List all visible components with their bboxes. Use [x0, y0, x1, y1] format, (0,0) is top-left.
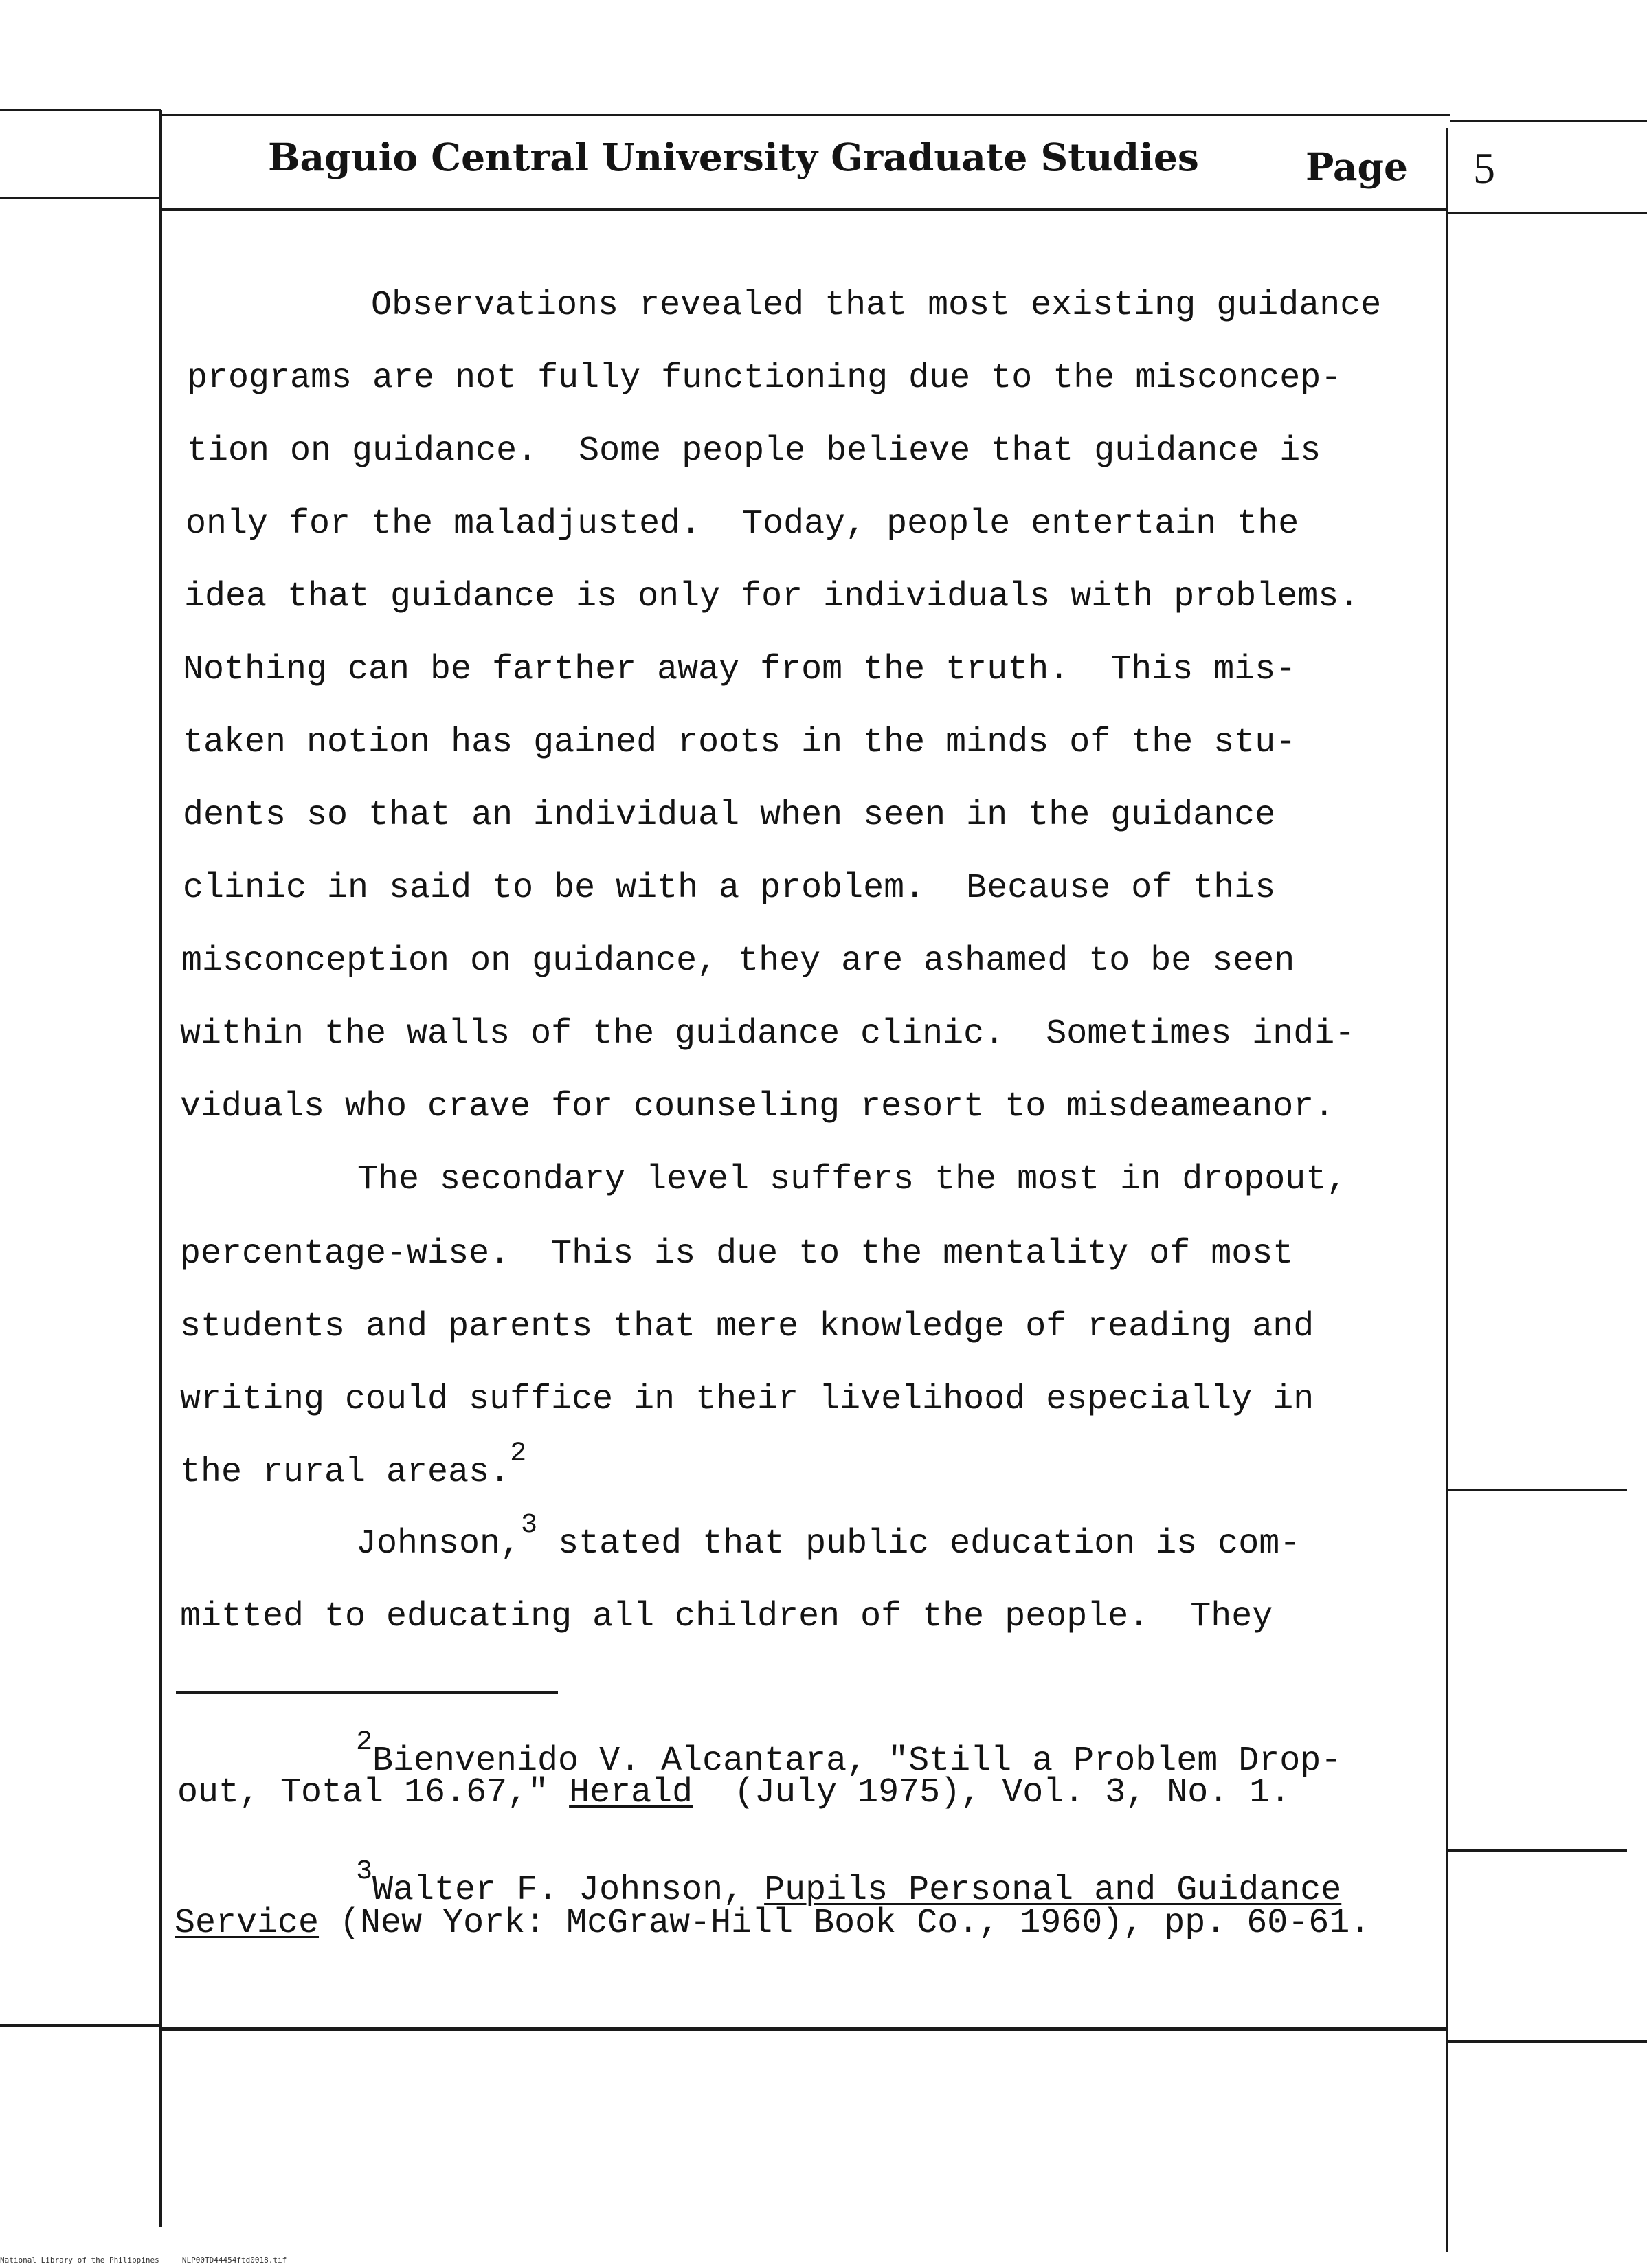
body-line: Nothing can be farther away from the truth. This mis- [183, 650, 1297, 689]
footnote-ref-3: 3 [521, 1510, 538, 1541]
body-line: dents so that an individual when seen in the guidance [183, 796, 1276, 835]
header-rule-left [0, 197, 159, 199]
body-line: misconception on guidance, they are ashamed to be seen [181, 942, 1295, 981]
body-line: within the walls of the guidance clinic. Sometimes indi- [180, 1014, 1356, 1054]
footnote-text: out, Total 16.67," [177, 1773, 570, 1812]
body-line: students and parents that mere knowledge of reading and [180, 1307, 1314, 1346]
right-tick-2 [1448, 1849, 1627, 1852]
footnote-3 [356, 1856, 1342, 1910]
body-line-text: stated that public education is com- [558, 1524, 1301, 1564]
header-rule-right [1448, 212, 1647, 214]
body-line-with-footnote-ref [180, 1438, 527, 1492]
body-line: writing could suffice in their livelihood especially in [180, 1380, 1314, 1419]
page-number: 5 [1473, 144, 1495, 192]
page-header-title: Baguio Central University Graduate Studies [268, 135, 1199, 179]
header-rule-top [161, 114, 1450, 116]
body-line: only for the maladjusted. Today, people entertain the [186, 504, 1299, 544]
page-label: Page [1306, 144, 1408, 189]
top-border-right [1450, 120, 1647, 122]
scan-stamp: National Library of the Philippines NLP00TD44454ftd0018.tif [0, 2256, 287, 2265]
bottom-rule [162, 2027, 1446, 2031]
left-margin-line [159, 110, 162, 2227]
footnote-separator [176, 1691, 558, 1694]
bottom-rule-left [0, 2024, 159, 2027]
footnote-marker: 2 [356, 1727, 373, 1758]
body-line: mitted to educating all children of the people. They [180, 1597, 1273, 1636]
body-line: clinic in said to be with a problem. Because of this [183, 869, 1276, 908]
body-line: Observations revealed that most existing guidance [371, 286, 1382, 325]
footnote-text: (July 1975), Vol. 3, No. 1. [693, 1773, 1291, 1812]
footnote-text: Walter F. Johnson, [372, 1871, 765, 1910]
body-line: programs are not fully functioning due to the misconcep- [187, 359, 1342, 398]
body-line-text: Johnson, [356, 1524, 522, 1564]
right-tick-1 [1448, 1489, 1627, 1491]
footnote-text: Bienvenido V. Alcantara, "Still a Problem Drop- [372, 1742, 1342, 1781]
right-margin-line [1446, 128, 1448, 2252]
body-line-with-footnote-ref [356, 1510, 1301, 1564]
footnote-ref-2: 2 [510, 1438, 527, 1469]
body-line: taken notion has gained roots in the minds of the stu- [183, 723, 1297, 762]
footnote-title: Herald [569, 1773, 693, 1812]
body-line: tion on guidance. Some people believe that guidance is [187, 432, 1321, 471]
body-line: viduals who crave for counseling resort to misdeameanor. [180, 1087, 1335, 1126]
bottom-rule-right [1448, 2040, 1647, 2043]
footnote-marker: 3 [356, 1856, 373, 1887]
body-line: percentage-wise. This is due to the mentality of most [180, 1234, 1294, 1274]
footnote-title: Service [175, 1904, 320, 1943]
header-rule [162, 208, 1446, 211]
body-line-text: the rural areas. [180, 1453, 511, 1492]
footnote-title: Pupils Personal and Guidance [764, 1871, 1342, 1910]
footnote-2-cont [177, 1773, 1291, 1812]
top-border-left [0, 109, 161, 111]
body-line: The secondary level suffers the most in dropout, [357, 1160, 1347, 1199]
body-line: idea that guidance is only for individuals with problems. [184, 577, 1360, 616]
footnote-text: (New York: McGraw-Hill Book Co., 1960), pp. 60-61. [319, 1904, 1371, 1943]
footnote-3-cont [175, 1906, 1370, 1941]
